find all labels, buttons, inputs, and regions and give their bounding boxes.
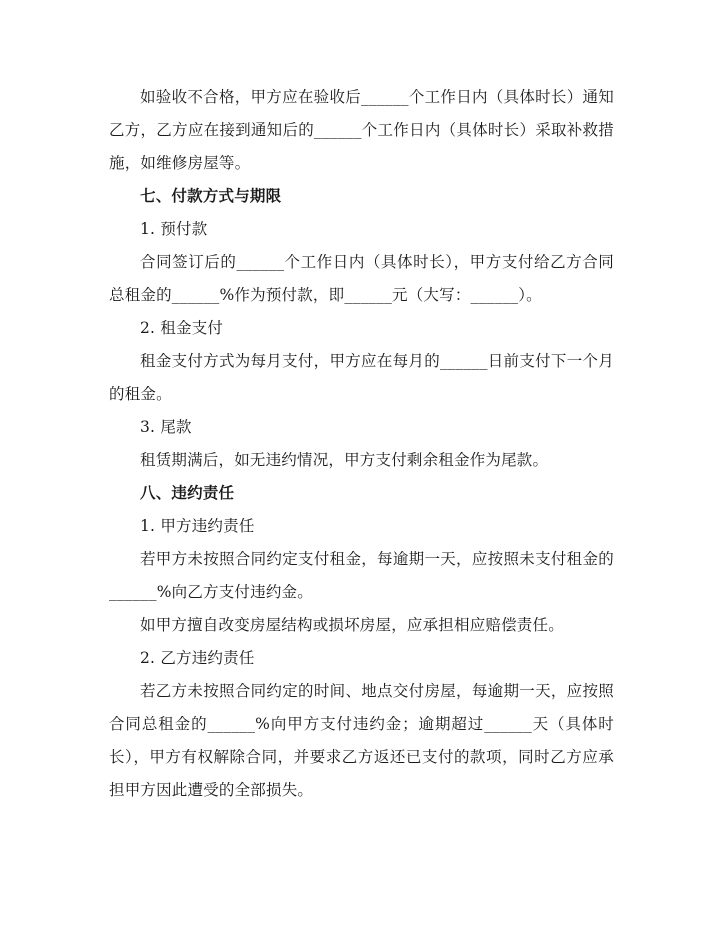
item-rent-payment: 2. 租金支付 [140, 319, 224, 337]
section-heading-breach: 八、违约责任 [140, 484, 235, 502]
item-party-a-breach: 1. 甲方违约责任 [140, 517, 255, 535]
paragraph-party-a-late-payment: 若甲方未按照合同约定支付租金，每逾期一天，应按照未支付租金的______%向乙方支付违约金。 [109, 550, 614, 601]
paragraph-final-payment: 租赁期满后，如无违约情况，甲方支付剩余租金作为尾款。 [140, 451, 549, 469]
item-party-b-breach: 2. 乙方违约责任 [140, 649, 255, 667]
document-body [109, 81, 614, 807]
paragraph-prepayment: 合同签订后的______个工作日内（具体时长），甲方支付给乙方合同总租金的______%作为预付款，即______元（大写：______）。 [109, 253, 614, 304]
item-prepayment: 1. 预付款 [140, 220, 208, 238]
paragraph-inspection-failure: 如验收不合格，甲方应在验收后______个工作日内（具体时长）通知乙方，乙方应在接到通知后的______个工作日内（具体时长）采取补救措施，如维修房屋等。 [109, 88, 614, 172]
paragraph-party-b-late-delivery: 若乙方未按照合同约定的时间、地点交付房屋，每逾期一天，应按照合同总租金的______%向甲方支付违约金；逾期超过______天（具体时长），甲方有权解除合同，并要求乙方返还已支付的款项，同时乙方应承担甲方因此遭受的全部损失。 [109, 682, 614, 799]
paragraph-party-a-damage: 如甲方擅自改变房屋结构或损坏房屋，应承担相应赔偿责任。 [140, 616, 564, 634]
item-final-payment: 3. 尾款 [140, 418, 192, 436]
paragraph-rent-payment: 租金支付方式为每月支付，甲方应在每月的______日前支付下一个月的租金。 [109, 352, 614, 403]
section-heading-payment: 七、付款方式与期限 [140, 187, 282, 205]
